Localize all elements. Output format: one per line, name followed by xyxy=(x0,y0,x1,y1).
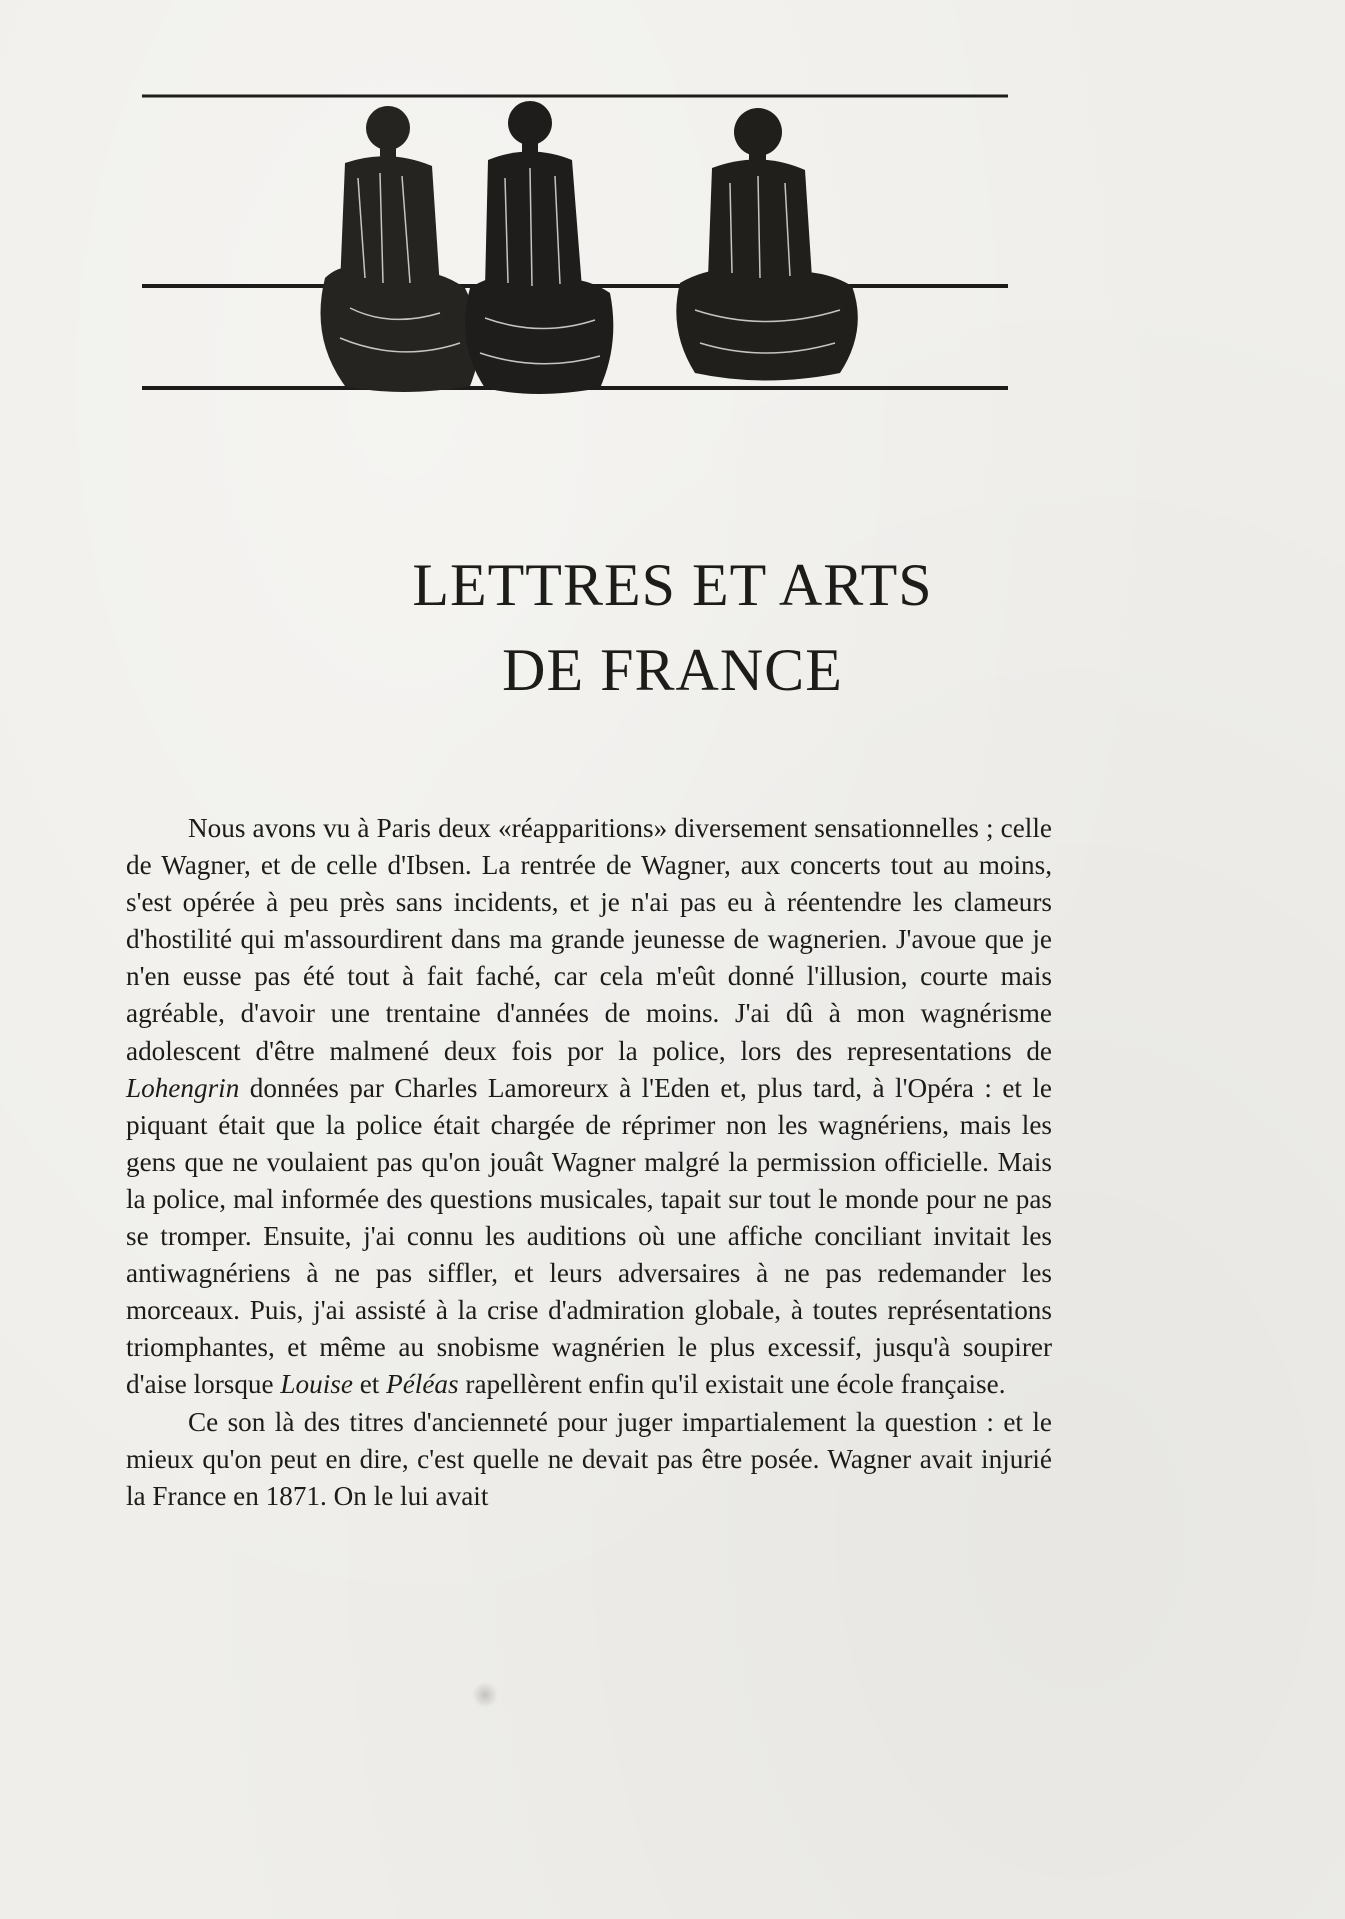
paragraph-2 xyxy=(126,1404,1052,1515)
italic-title-peleas: Péléas xyxy=(386,1369,459,1400)
paragraph-2-text-1: Ce son là des titres d'ancienneté pour juger impartialement la question : et le mieux qu'on peut en dire, c'est quelle ne devait pas être posée. Wagner avait injurié la France en 1871. On le lui avait xyxy=(126,1406,1052,1511)
paragraph-1-text-1: Nous avons vu à Paris deux «réapparitions» diversement sensationnelles ; celle de Wagner, et de celle d'Ibsen. La rentrée de Wagner, aux concerts tout au moins, s'est opérée à peu près sans incidents, et je n'ai pas eu à réentendre les clameurs d'hostilité qui m'assourdirent dans ma grande jeunesse de wagnerien. J'avoue que je n'en eusse pas été tout à fait faché, car cela m'eût donné l'illusion, courte mais agréable, d'avoir une trentaine d'années de moins. J'ai dû à mon wagnérisme adolescent d'être malmené deux fois por la police, lors des representations de xyxy=(126,813,1052,1066)
italic-title-louise: Louise xyxy=(280,1369,353,1400)
header-illustration-seated-women xyxy=(140,88,1016,408)
paragraph-1-text-3: et xyxy=(352,1369,387,1400)
paragraph-1 xyxy=(126,810,1052,1404)
paragraph-1-text-4: rapellèrent enfin qu'il existait une école française. xyxy=(458,1369,1006,1400)
paragraph-1-text-2: données par Charles Lamoreurx à l'Eden et, plus tard, à l'Opéra : et le piquant était que la police était chargée de réprimer non les wagnériens, mais les gens que ne voulaient pas qu'on jouât Wagner malgré la permission officielle. Mais la police, mal informée des questions musicales, tapait sur tout le monde pour ne pas se tromper. Ensuite, j'ai connu les auditions où une affiche conciliant invitait les antiwagnériens à ne pas siffler, et leurs adversaires à ne pas redemander les morceaux. Puis, j'ai assisté à la crise d'admiration globale, à toutes représentations triomphantes, et même au snobisme wagnérien le plus excessif, jusqu'à soupirer d'aise lorsque xyxy=(126,1072,1052,1400)
title-line-1: LETTRES ET ARTS xyxy=(412,552,933,618)
title-line-2: DE FRANCE xyxy=(502,637,843,703)
article-body xyxy=(126,810,1052,1515)
italic-title-lohengrin: Lohengrin xyxy=(126,1072,240,1103)
paper-smudge xyxy=(472,1682,498,1708)
